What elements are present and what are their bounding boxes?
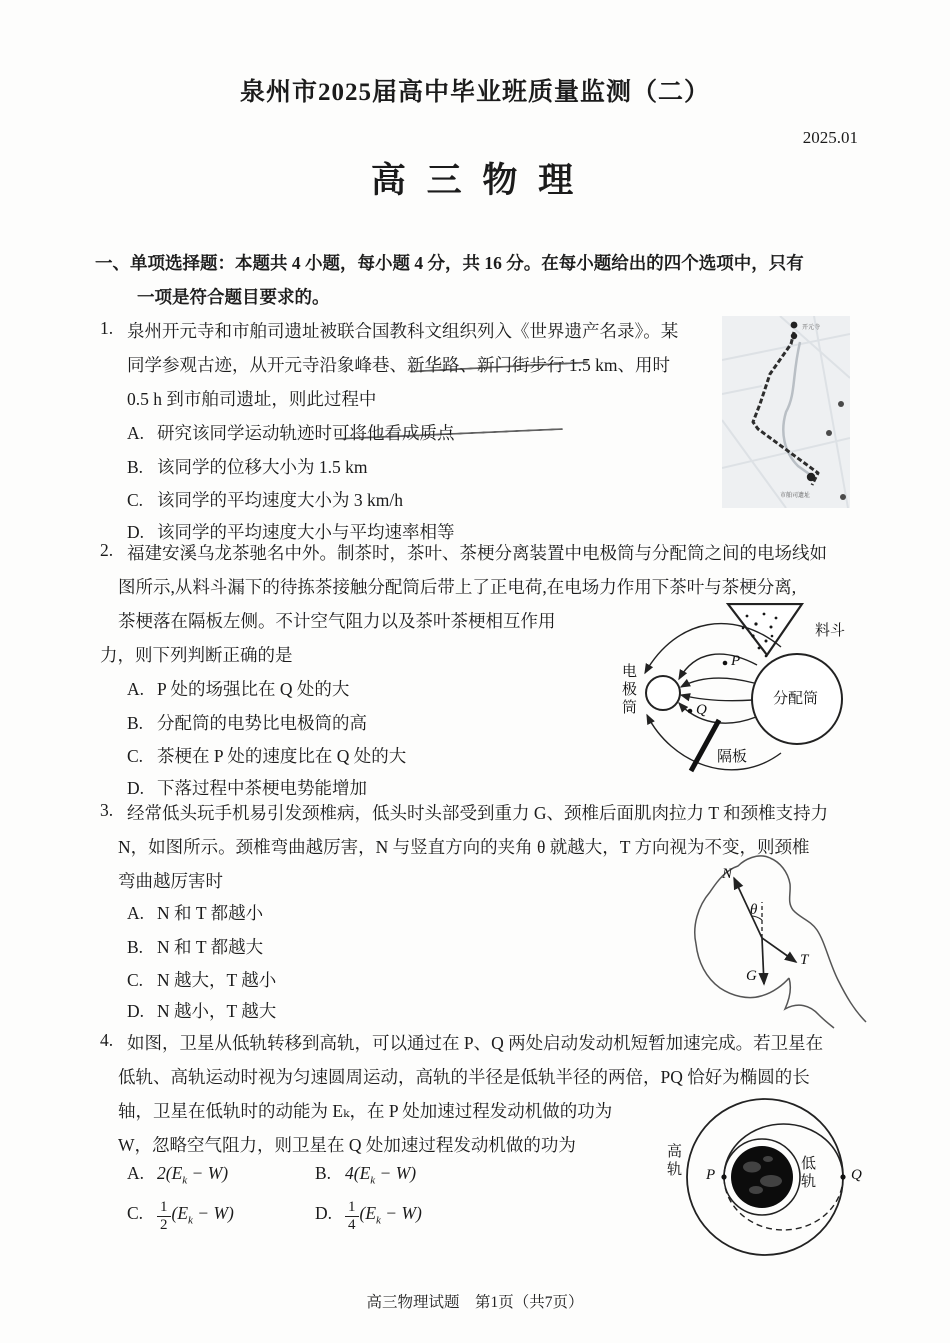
q4-stem-line3: 轴，卫星在低轨时的动能为 Eₖ，在 P 处加速过程发动机做的功为	[118, 1101, 613, 1121]
vector-n-label: N	[722, 866, 733, 882]
earth	[731, 1146, 793, 1208]
orbit-canvas	[650, 1085, 920, 1275]
q4-option-d-label: D.	[315, 1203, 333, 1223]
q3-option-b	[127, 934, 263, 959]
q2-option-a-label: A.	[127, 679, 145, 699]
q2-option-b-text: 分配筒的电势比电极筒的高	[157, 713, 367, 733]
page-footer: 高三物理试题 第1页（共7页）	[366, 1294, 584, 1311]
theta-label: θ	[750, 902, 758, 918]
q2-option-a	[127, 676, 349, 701]
q1-number: 1.	[100, 318, 114, 338]
q4-option-b-label: B.	[315, 1163, 332, 1183]
q3-option-b-label: B.	[127, 937, 144, 957]
q3-option-c-label: C.	[127, 970, 144, 990]
q2-stem-line1: 福建安溪乌龙茶驰名中外。制茶时，茶叶、茶梗分离装置中电极筒与分配筒之间的电场线如	[127, 543, 827, 563]
q4-option-d-denominator: 4	[348, 1217, 356, 1233]
vector-g-label: G	[746, 968, 757, 984]
q2-stem-line3: 茶梗落在隔板左侧。不计空气阻力以及茶叶茶梗相互作用	[118, 611, 556, 631]
q3-neck-figure	[640, 852, 870, 1030]
q1-stem-line1: 泉州开元寺和市舶司遗址被联合国教科文组织列入《世界遗产名录》。某	[127, 321, 679, 341]
hopper-shape	[728, 604, 802, 655]
point-p-dot	[721, 1174, 726, 1179]
q3-number: 3.	[100, 800, 114, 820]
baffle-plate	[691, 720, 719, 771]
q1-option-c-text: 该同学的平均速度大小为 3 km/h	[157, 490, 403, 510]
q4-option-a-sub: k	[182, 1174, 188, 1187]
section-heading-line1: 一、单项选择题：本题共 4 小题，每小题 4 分，共 16 分。在每小题给出的四个选项中，只有	[95, 253, 804, 273]
q4-option-b-pre: 4(E	[345, 1163, 371, 1183]
q2-stem-line2: 图所示,从料斗漏下的待拣茶接触分配筒后带上了正电荷,在电场力作用下茶叶与茶梗分离,	[118, 577, 797, 597]
q3-option-a	[127, 900, 263, 925]
q1-option-b	[127, 454, 368, 479]
point-q-dot	[688, 709, 693, 714]
q2-stem-line4: 力，则下列判断正确的是	[100, 645, 293, 665]
q4-option-c-post: − W)	[192, 1203, 234, 1223]
q1-stem-line3: 0.5 h 到市舶司遗址，则此过程中	[127, 389, 377, 409]
low-orbit-label: 低轨	[800, 1156, 816, 1190]
q4-option-d-numerator: 1	[345, 1200, 359, 1217]
head-outline	[695, 856, 866, 1028]
vector-t	[762, 938, 796, 962]
vector-g	[762, 938, 764, 984]
map-end-label: 市舶司遗址	[780, 493, 811, 499]
hopper-label: 料斗	[815, 623, 846, 639]
point-p-label: P	[731, 653, 741, 669]
point-p-dot	[723, 661, 728, 666]
q2-option-b	[127, 710, 367, 735]
map-canvas	[722, 316, 850, 508]
q3-stem-line1: 经常低头玩手机易引发颈椎病，低头时头部受到重力 G、颈椎后面肌肉拉力 T 和颈椎支持力	[127, 803, 829, 823]
q1-option-a-label: A.	[127, 423, 145, 443]
q4-stem-line2: 低轨、高轨运动时视为匀速圆周运动，高轨的半径是低轨半径的两倍，PQ 恰好为椭圆的长	[118, 1067, 810, 1087]
q1-option-b-text: 该同学的位移大小为 1.5 km	[157, 457, 368, 477]
point-p-label: P	[706, 1167, 716, 1183]
q3-option-a-text: N 和 T 都越小	[157, 903, 264, 923]
q4-option-b	[315, 1163, 416, 1187]
q4-stem-line4: W，忽略空气阻力，则卫星在 Q 处加速过程发动机做的功为	[118, 1135, 576, 1155]
q4-option-c-numerator: 1	[157, 1200, 171, 1217]
q4-orbit-figure	[650, 1085, 920, 1275]
q1-option-a-text: 研究该同学运动轨迹时可将他看成质点	[157, 423, 455, 443]
q2-number: 2.	[100, 540, 114, 560]
baffle-label: 隔板	[717, 749, 748, 765]
q2-option-d	[127, 775, 367, 800]
q4-stem-line1: 如图，卫星从低轨转移到高轨，可以通过在 P、Q 两处启动发动机短暂加速完成。若卫星在	[127, 1033, 824, 1053]
q4-option-c-sub: k	[188, 1214, 193, 1227]
q4-option-c-fraction	[157, 1200, 171, 1233]
q2-option-d-text: 下落过程中茶梗电势能增加	[157, 778, 367, 798]
q3-option-d	[127, 998, 276, 1023]
vector-t-label: T	[800, 952, 809, 968]
q4-option-c-pre: (E	[171, 1203, 189, 1223]
q4-option-c-denominator: 2	[160, 1217, 168, 1233]
q3-option-d-label: D.	[127, 1001, 145, 1021]
electrode-cylinder	[646, 676, 680, 710]
q3-option-c-text: N 越大，T 越小	[157, 970, 277, 990]
q2-option-b-label: B.	[127, 713, 144, 733]
q4-number: 4.	[100, 1030, 114, 1050]
q1-stem-line2: 同学参观古迹，从开元寺沿象峰巷、新华路、新门街步行 1.5 km、用时	[127, 355, 670, 375]
q4-option-b-post: − W)	[375, 1163, 417, 1183]
point-q-dot	[840, 1174, 845, 1179]
q4-option-d-post: − W)	[380, 1203, 422, 1223]
q4-option-a-pre: 2(E	[157, 1163, 183, 1183]
section-heading-line2: 一项是符合题目要求的。	[137, 287, 330, 307]
q3-stem-line2: N，如图所示。颈椎弯曲越厉害，N 与竖直方向的夹角 θ 就越大，T 方向视为不变，则颈椎	[118, 837, 810, 857]
vector-n	[734, 878, 762, 938]
q1-option-d-text: 该同学的平均速度大小与平均速率相等	[157, 522, 455, 542]
q4-option-c	[127, 1200, 234, 1233]
q4-option-c-label: C.	[127, 1203, 144, 1223]
q2-option-c-text: 茶梗在 P 处的速度比在 Q 处的大	[157, 746, 407, 766]
q4-option-d-sub: k	[376, 1214, 381, 1227]
high-orbit-label: 高轨	[666, 1144, 682, 1178]
map-start-label: 开元寺	[802, 325, 821, 331]
q2-option-d-label: D.	[127, 778, 145, 798]
q4-option-d	[315, 1200, 422, 1233]
q1-option-c	[127, 487, 403, 512]
exam-date: 2025.01	[802, 128, 858, 147]
force-vectors	[734, 878, 796, 984]
neck-canvas	[640, 852, 870, 1030]
q4-option-a-label: A.	[127, 1163, 145, 1183]
q2-option-c	[127, 743, 406, 768]
q3-stem-line3: 弯曲越厉害时	[118, 871, 223, 891]
q1-map-figure	[722, 316, 850, 508]
point-q-label: Q	[851, 1167, 862, 1183]
q2-separator-figure	[595, 603, 870, 785]
q4-option-a-post: − W)	[187, 1163, 229, 1183]
q3-option-b-text: N 和 T 都越大	[157, 937, 264, 957]
subject-title: 高 三 物 理	[370, 161, 580, 200]
q1-option-b-label: B.	[127, 457, 144, 477]
q1-option-a	[127, 420, 455, 445]
q4-option-d-fraction	[345, 1200, 359, 1233]
distributor-label: 分配筒	[773, 691, 819, 707]
q2-option-c-label: C.	[127, 746, 144, 766]
q1-option-c-label: C.	[127, 490, 144, 510]
q2-option-a-text: P 处的场强比在 Q 处的大	[157, 679, 350, 699]
q1-option-d-label: D.	[127, 522, 145, 542]
q4-option-a	[127, 1163, 228, 1187]
point-q-label: Q	[696, 702, 707, 718]
q3-option-a-label: A.	[127, 903, 145, 923]
electrode-label: 电极筒	[621, 664, 637, 716]
q3-option-d-text: N 越小，T 越大	[157, 1001, 277, 1021]
q4-option-b-sub: k	[370, 1174, 376, 1187]
q4-option-d-pre: (E	[359, 1203, 377, 1223]
q3-option-c	[127, 967, 276, 992]
exam-title: 泉州市2025届高中毕业班质量监测（二）	[239, 79, 710, 106]
